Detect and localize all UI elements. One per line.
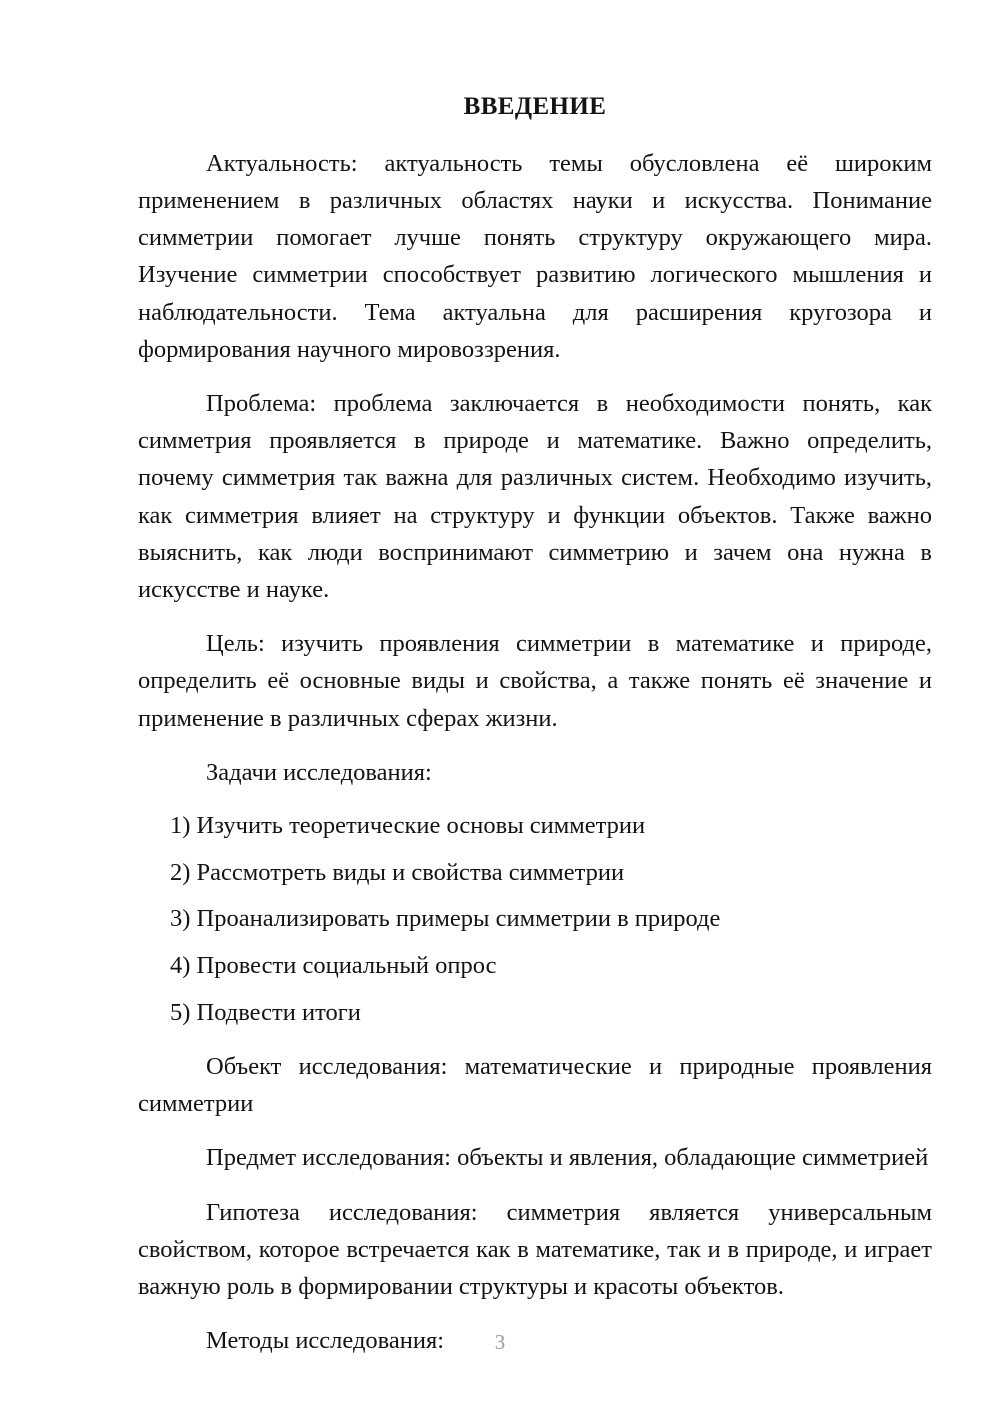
- paragraph-goal: Цель: изучить проявления симметрии в математике и природе, определить её основные виды и свойства, а также понять её значение и применение в различных сферах жизни.: [138, 630, 932, 732]
- tasks-label: Задачи исследования:: [206, 758, 432, 786]
- paragraph-object: Объект исследования: математические и природные проявления симметрии: [138, 1053, 932, 1118]
- list-item: 3) Проанализировать примеры симметрии в природе: [170, 905, 721, 933]
- list-item: 1) Изучить теоретические основы симметрии: [170, 812, 646, 839]
- page-title: ВВЕДЕНИЕ: [463, 93, 607, 120]
- page-number: 3: [494, 1330, 506, 1354]
- paragraph-problem: Проблема: проблема заключается в необходимости понять, как симметрия проявляется в природе и математике. Важно определить, почему симметрия так важна для различных систем. Необходимо изучить, как симметрия влияет на структуру и функции объектов. Также важно выяснить, как люди воспринимают симметрию и зачем она нужна в искусстве и науке.: [138, 389, 932, 603]
- methods-label: Методы исследования:: [206, 1327, 445, 1355]
- tasks-list: [138, 791, 932, 1031]
- paragraph-relevance: Актуальность: актуальность темы обусловлена её широким применением в различных областях науки и искусства. Понимание симметрии помогает лучше понять структуру окружающего мира. Изучение симметрии способствует развитию логического мышления и наблюдательности. Тема актуальна для расширения кругозора и формирования научного мировоззрения.: [138, 149, 932, 363]
- list-item: 4) Провести социальный опрос: [170, 952, 497, 980]
- list-item: 5) Подвести итоги: [170, 998, 361, 1026]
- paragraph-subject: Предмет исследования: объекты и явления, обладающие симметрией: [206, 1144, 929, 1172]
- paragraph-hypothesis: Гипотеза исследования: симметрия является универсальным свойством, которое встречается как в математике, так и в природе, и играет важную роль в формировании структуры и красоты объектов.: [138, 1198, 932, 1301]
- page-content: [138, 0, 932, 1359]
- list-item: 2) Рассмотреть виды и свойства симметрии: [170, 858, 625, 886]
